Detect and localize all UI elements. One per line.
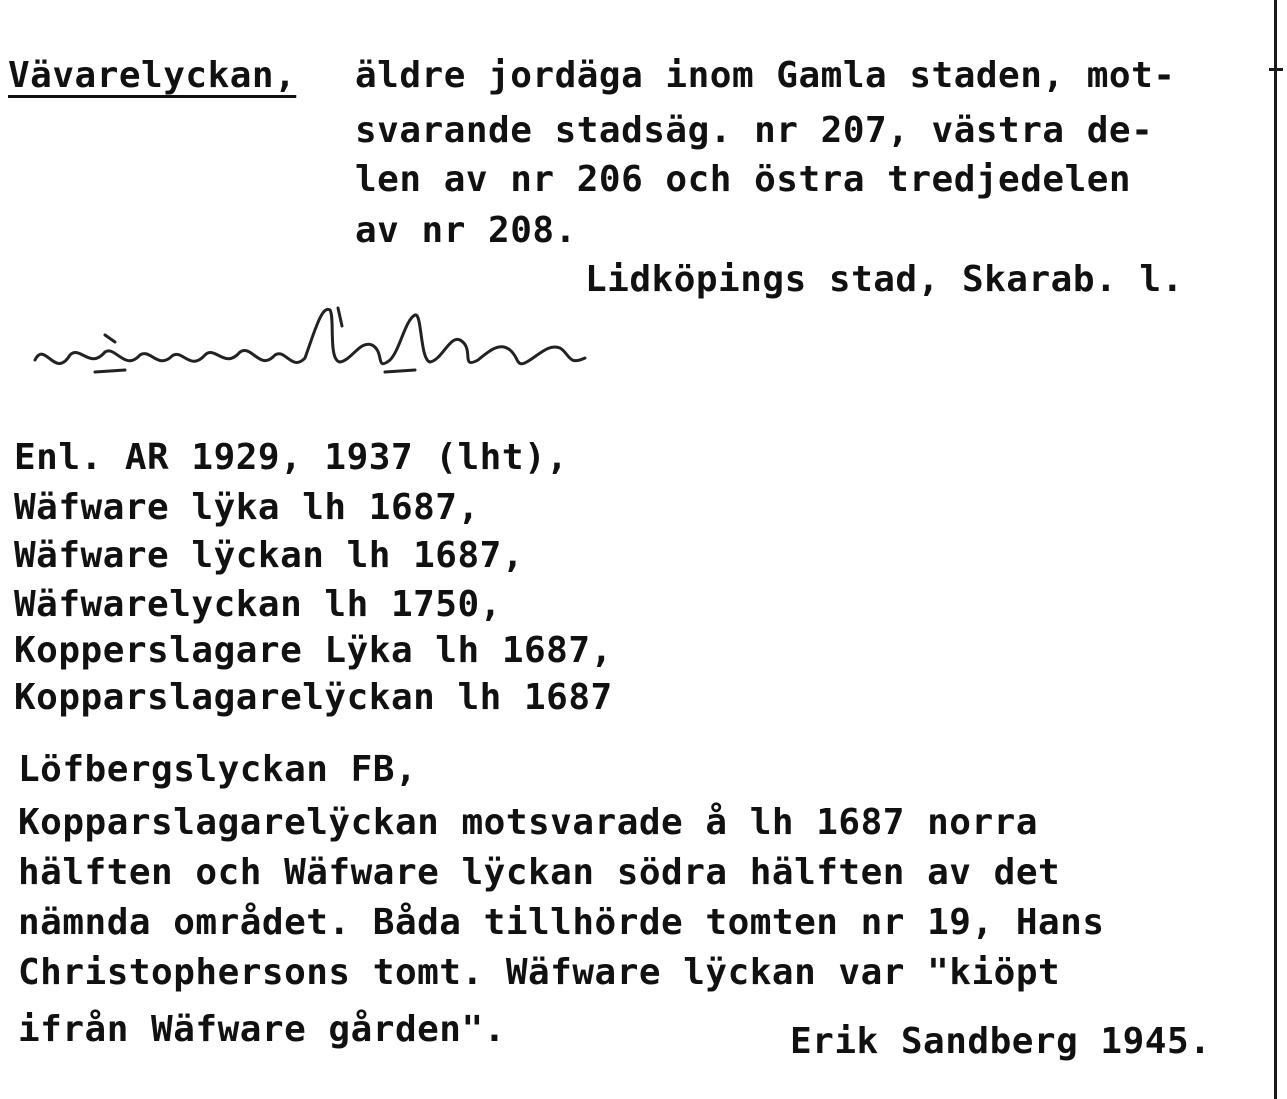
extra-source-line: Löfbergslyckan FB,: [18, 749, 418, 790]
card-edge-line: [1274, 0, 1277, 1099]
source-line-6: Kopparslagarelÿckan lh 1687: [14, 677, 613, 718]
source-line-4: Wäfwarelyckan lh 1750,: [14, 584, 502, 625]
definition-line-4: av nr 208.: [355, 210, 577, 251]
location-line: Lidköpings stad, Skarab. l.: [585, 259, 1184, 300]
card-edge-tick: [1269, 68, 1283, 71]
headword: Vävarelyckan,: [8, 55, 297, 96]
note-line-1: Kopparslagarelÿckan motsvarade å lh 1687 norra: [18, 802, 1038, 843]
definition-line-2: svarande stadsäg. nr 207, västra de-: [355, 110, 1154, 151]
handwritten-form-image: [30, 300, 630, 400]
definition-line-3: len av nr 206 och östra tredjedelen: [355, 159, 1132, 200]
note-line-2: hälften och Wäfware lÿckan södra hälften av det: [18, 852, 1061, 893]
source-line-3: Wäfware lÿckan lh 1687,: [14, 535, 524, 576]
note-line-3: nämnda området. Båda tillhörde tomten nr 19, Hans: [18, 902, 1105, 943]
note-line-4: Christophersons tomt. Wäfware lÿckan var "kiöpt: [18, 952, 1061, 993]
note-line-5: ifrån Wäfware gården".: [18, 1009, 506, 1050]
source-line-2: Wäfware lÿka lh 1687,: [14, 487, 480, 528]
source-line-5: Kopperslagare Lÿka lh 1687,: [14, 630, 613, 671]
definition-line-1: äldre jordäga inom Gamla staden, mot-: [355, 55, 1176, 96]
signature-line: Erik Sandberg 1945.: [790, 1021, 1212, 1062]
source-line-1: Enl. AR 1929, 1937 (lht),: [14, 437, 569, 478]
